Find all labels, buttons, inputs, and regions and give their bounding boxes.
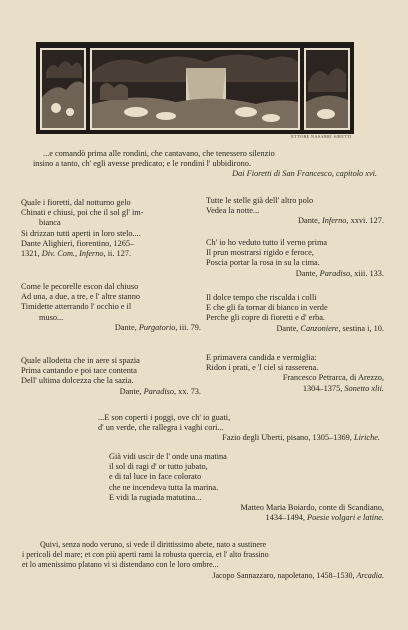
verse-line: E che gli fa tornar di bianco in verde: [206, 303, 328, 313]
citation: 1434–1494, Poesie volgari e latine.: [265, 513, 384, 523]
left-quote-2: [21, 282, 201, 333]
verse-line: Quale i fioretti, dal notturno gelo: [21, 198, 131, 207]
center-quote-3: [22, 540, 384, 581]
verse-line: Poscia portar la rosa in su la cima.: [206, 258, 320, 268]
citation: Dante, Purgatorio, iii. 79.: [114, 322, 201, 332]
citation: 1321, Div. Com., Inferno, ii. 127.: [21, 249, 132, 259]
prose-line: i pericoli del mare; et con più aperti rami la robusta quercia, et l' alto frassino: [22, 550, 269, 560]
intro-citation: Dai Fioretti di San Francesco, capitolo xvi.: [232, 169, 377, 179]
verse-line: che ne incendeva tutta la marina.: [109, 482, 219, 492]
verse-line: Tutte le stelle già dell' altro polo: [206, 196, 314, 205]
intro-line: ...e comandò prima alle rondini, che cantavano, che tenessero silenzio: [43, 149, 275, 158]
verse-line: Come le pecorelle escon dal chiuso: [21, 282, 139, 291]
verse-line: Vedea la notte...: [206, 206, 260, 216]
verse-line: Quale allodetta che in aere si spazia: [21, 356, 140, 365]
intro-quote: [33, 149, 377, 180]
verse-line: E vidi la rugiada matutina...: [109, 492, 202, 502]
verse-line: Ridon i prati, e 'l ciel si rasserena.: [206, 363, 319, 373]
woodcut-credit: ETTORE NASARRI SIRETTI: [291, 134, 352, 139]
verse-line: e di tal luce in face colorato: [109, 472, 202, 482]
woodcut-illustration: [36, 42, 354, 134]
verse-line: il sol di ragi d' or tutto jubato,: [109, 462, 208, 472]
citation: Matteo Maria Boiardo, conte di Scandiano,: [240, 503, 384, 513]
verse-line: Dell' ultima dolcezza che la sazia.: [21, 376, 134, 386]
citation: 1304–1375, Sonetto xlii.: [302, 383, 384, 393]
citation: Dante, Inferno, xxvi. 127.: [298, 216, 384, 226]
verse-line: muso...: [39, 312, 64, 322]
prose-line: Quivi, senza nodo veruno, si vede il dirittissimo abete, nato a sustinere: [40, 540, 267, 549]
center-quote-1: [98, 413, 380, 444]
verse-line: bianca: [39, 218, 61, 228]
verse-line: Già vidi uscir de l' onde una matina: [109, 452, 227, 461]
verse-line: Prima cantando e poi tace contenta: [21, 366, 137, 376]
right-quote-4: [206, 353, 384, 394]
verse-line: Ad una, a due, a tre, e l' altre stanno: [21, 292, 140, 302]
verse-line: E primavera candida e vermiglia:: [206, 353, 317, 362]
citation: Jacopo Sannazzaro, napoletano, 1458–1530, Arcadia.: [212, 570, 384, 580]
right-quote-2: [206, 238, 384, 279]
right-quote-3: [206, 293, 384, 334]
center-quote-2: [109, 452, 384, 523]
verse-line: Ch' io ho veduto tutto il verno prima: [206, 238, 328, 247]
citation: Dante, Paradiso, xx. 73.: [119, 386, 201, 396]
verse-line: Chinati e chiusi, poi che il sol gl' im-: [21, 208, 144, 218]
right-quote-1: [206, 196, 384, 227]
left-quote-3: [21, 356, 201, 397]
verse-line: Timidette atterrando l' occhio e il: [21, 302, 132, 312]
verse-line: Si drizzan tutti aperti in loro stelo....: [21, 228, 141, 238]
verse-line: Perche gli copre di fioretti e d' erba.: [206, 313, 325, 323]
citation: Francesco Petrarca, di Arezzo,: [282, 373, 384, 383]
verse-line: Il prun mostrarsi rigido e feroce,: [206, 248, 314, 258]
citation: Dante, Paradiso, xiii. 133.: [295, 268, 384, 278]
citation: Fazio degli Uberti, pisano, 1305–1369, Liriche.: [222, 433, 380, 443]
citation: Dante Alighieri, fiorentino, 1265–: [21, 238, 135, 248]
verse-line: ...E son coperti i poggi, ove ch' io guati,: [98, 413, 231, 422]
prose-line: et lo amenissimo platano vi si distendano con le loro ombre...: [22, 560, 219, 570]
citation: Dante, Canzoniere, sestina i, 10.: [276, 323, 384, 333]
intro-line: insino a tanto, ch' egli avesse predicato; e le rondini l' ubbidirono.: [33, 159, 251, 169]
left-quote-1: [21, 198, 201, 259]
verse-line: d' un verde, che rallegra i vaghi cori...: [98, 423, 224, 433]
verse-line: Il dolce tempo che riscalda i colli: [206, 293, 317, 302]
landscape-woodcut-image: [36, 42, 354, 134]
